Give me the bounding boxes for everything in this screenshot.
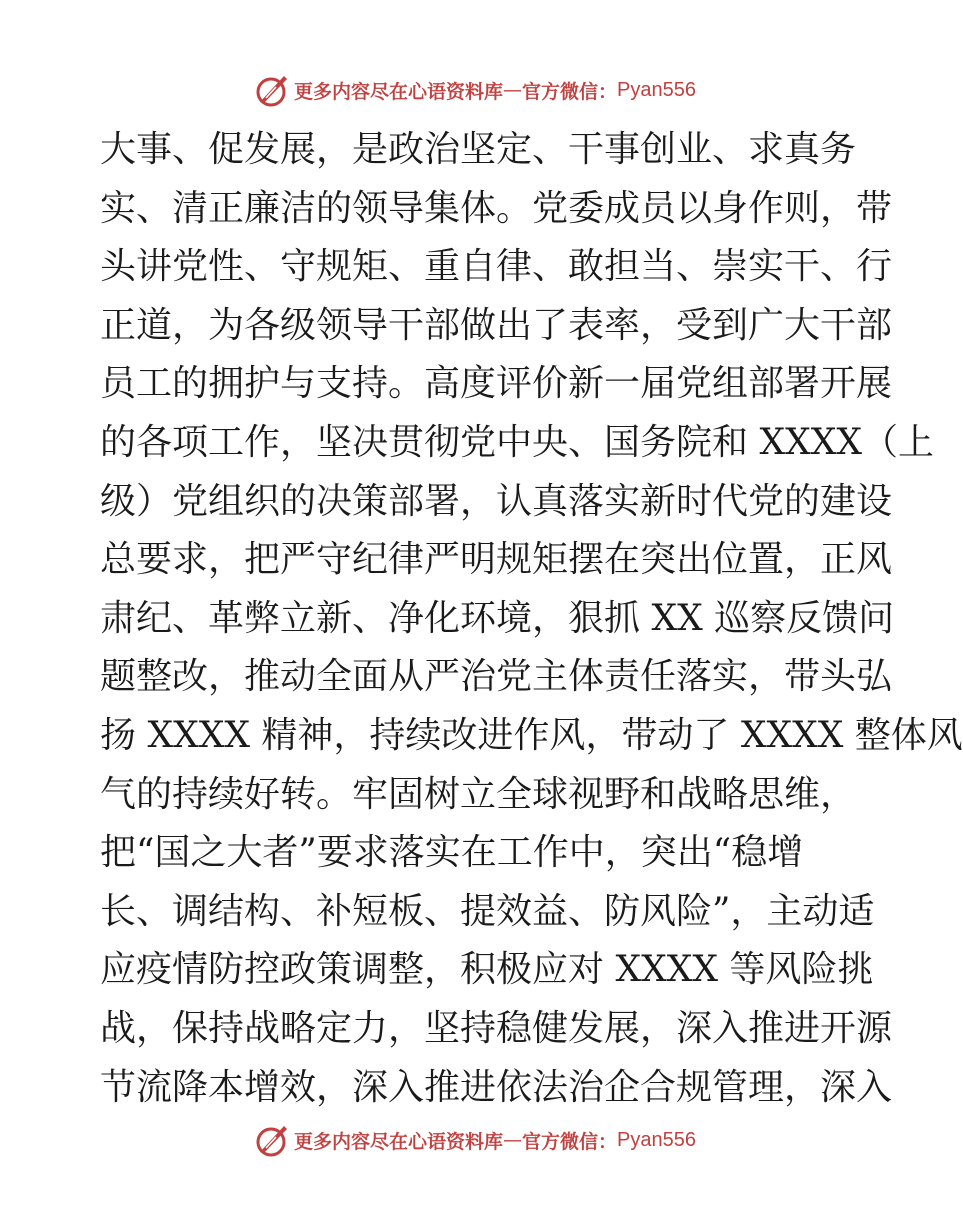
body-line: 总要求，把严守纪律严明规矩摆在突出位置，正风 xyxy=(100,539,893,581)
banner-dash: — xyxy=(503,1129,523,1151)
header-banner xyxy=(0,70,950,110)
banner-text: 更多内容尽在心语资料库 xyxy=(294,1130,504,1153)
body-line: 把“国之大者”要求落实在工作中，突出“稳增 xyxy=(100,832,804,874)
body-line: 题整改，推动全面从严治党主体责任落实，带头弘 xyxy=(100,656,893,698)
quill-logo-icon xyxy=(254,1122,290,1158)
banner-wechat-id: Pyan556 xyxy=(617,78,696,101)
body-line: 大事、促发展，是政治坚定、干事创业、求真务 xyxy=(100,129,857,170)
body-line: 头讲党性、守规矩、重自律、敢担当、崇实干、行 xyxy=(100,246,893,288)
document-body xyxy=(100,121,963,1117)
footer-banner xyxy=(0,1120,950,1160)
body-line: 肃纪、革弊立新、净化环境，狠抓 XX 巡察反馈问 xyxy=(100,597,895,639)
body-line: 扬 XXXX 精神，持续改进作风，带动了 XXXX 整体风 xyxy=(100,714,963,756)
body-line: 员工的拥护与支持。高度评价新一届党组部署开展 xyxy=(100,363,893,405)
body-line: 应疫情防控政策调整，积极应对 XXXX 等风险挑 xyxy=(100,949,874,991)
body-line: 气的持续好转。牢固树立全球视野和战略思维， xyxy=(100,773,857,815)
banner-dash: — xyxy=(503,79,523,101)
body-line: 长、调结构、补短板、提效益、防风险”，主动适 xyxy=(100,890,875,932)
banner-contact: 官方微信： xyxy=(522,1130,618,1153)
body-line: 正道，为各级领导干部做出了表率，受到广大干部 xyxy=(100,304,893,346)
body-line: 级）党组织的决策部署，认真落实新时代党的建设 xyxy=(100,480,893,522)
body-line: 的各项工作，坚决贯彻党中央、国务院和 XXXX（上 xyxy=(100,421,934,463)
body-line: 战，保持战略定力，坚持稳健发展，深入推进开源 xyxy=(100,1007,893,1049)
banner-wechat-id: Pyan556 xyxy=(617,1128,696,1151)
banner-text: 更多内容尽在心语资料库 xyxy=(294,80,504,103)
quill-logo-icon xyxy=(254,72,290,108)
banner-contact: 官方微信： xyxy=(522,80,618,103)
body-line: 实、清正廉洁的领导集体。党委成员以身作则，带 xyxy=(100,187,893,229)
body-line: 节流降本增效，深入推进依法治企合规管理，深入 xyxy=(100,1066,893,1108)
